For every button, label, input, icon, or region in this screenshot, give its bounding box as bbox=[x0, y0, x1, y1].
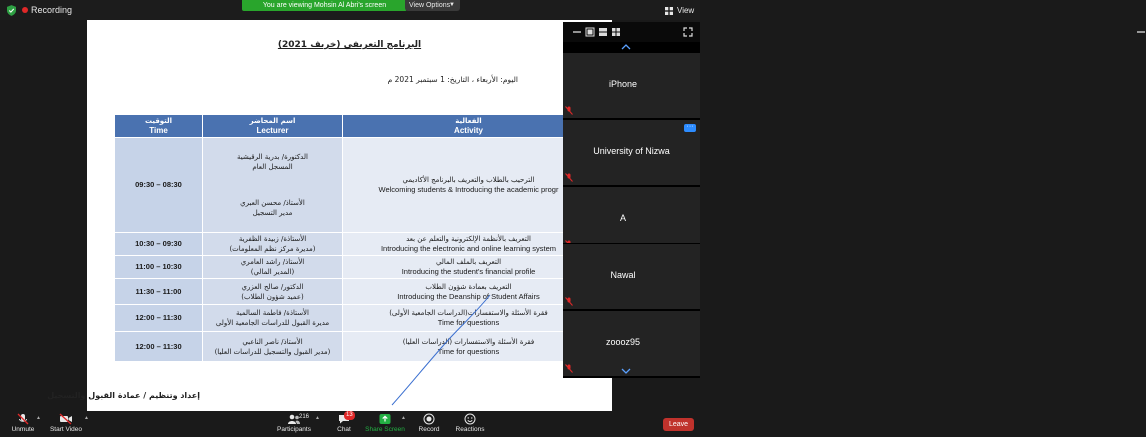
reactions-label: Reactions bbox=[455, 426, 485, 433]
chevron-up-icon[interactable]: ▲ bbox=[401, 415, 406, 421]
participants-count: 216 bbox=[299, 414, 310, 420]
lecturer-cell bbox=[203, 279, 343, 305]
gallery-toolbar bbox=[563, 22, 700, 42]
document-date-line: اليوم: الأربعاء ، التاريخ: 1 سبتمبر 2021 م bbox=[387, 75, 518, 84]
lecturer-cell bbox=[203, 332, 343, 362]
start-video-button[interactable] bbox=[46, 411, 86, 437]
chevron-down-icon: ▼ bbox=[449, 2, 455, 8]
record-button[interactable] bbox=[415, 411, 443, 437]
activity-ar: التعريف بالملف المالي bbox=[435, 258, 502, 266]
unmute-label: Unmute bbox=[11, 426, 35, 433]
document-title-text: البرنامج التعريفي (خريف 2021) bbox=[277, 40, 422, 50]
chat-button[interactable] bbox=[330, 411, 358, 437]
view-options-dropdown[interactable] bbox=[405, 0, 460, 11]
time-cell: 12:00 – 11:30 bbox=[115, 305, 203, 332]
top-bar bbox=[0, 0, 700, 20]
time-cell: 10:30 – 09:30 bbox=[115, 233, 203, 256]
activity-cell bbox=[343, 305, 595, 332]
activity-header-en: Activity bbox=[454, 126, 483, 135]
lecturer-cell bbox=[203, 256, 343, 279]
activity-en: Introducing the student's financial profile bbox=[401, 267, 536, 276]
expand-icon[interactable] bbox=[683, 27, 693, 37]
document-footer: إعداد وتنظيم / عمادة القبول والتسجيل bbox=[47, 391, 200, 400]
lecturer-cell bbox=[203, 233, 343, 256]
activity-ar: التعريف بالأنظمة الإلكترونية والتعلم عن بعد bbox=[406, 235, 531, 243]
activity-header bbox=[343, 115, 595, 138]
minimize-icon[interactable] bbox=[1136, 27, 1146, 37]
lecturer-name: الدكتور/ صالح العزري bbox=[241, 282, 304, 291]
activity-cell bbox=[343, 256, 595, 279]
lecturer-cell bbox=[203, 138, 343, 233]
single-speaker-icon[interactable] bbox=[585, 27, 595, 37]
activity-cell bbox=[343, 138, 595, 233]
participant-gallery bbox=[563, 22, 700, 378]
participant-name: University of Nizwa bbox=[593, 146, 670, 156]
time-cell: 12:00 – 11:30 bbox=[115, 332, 203, 362]
activity-ar: فقرة الأسئلة والاستفسارات(الدراسات الجامعية الأولى) bbox=[389, 309, 548, 317]
lecturer-name: الأستاذة/ فاطمة السالمية bbox=[236, 309, 309, 317]
participants-label: Participants bbox=[277, 426, 311, 433]
table-row bbox=[115, 256, 595, 279]
lecturer-header-ar: اسم المحاضر bbox=[249, 117, 296, 125]
lecturer-name: الأستاذة/ زبيدة الظفرية bbox=[238, 235, 307, 243]
muted-mic-icon bbox=[17, 413, 29, 425]
lecturer-role: (عميد شؤون الطلاب) bbox=[241, 292, 304, 301]
view-button[interactable] bbox=[665, 4, 695, 18]
activity-ar: التعريف بعمادة شؤون الطلاب bbox=[425, 282, 512, 291]
document-title bbox=[87, 40, 612, 50]
activity-header-ar: الفعالية bbox=[455, 117, 482, 125]
meeting-toolbar bbox=[0, 411, 700, 437]
share-screen-button[interactable] bbox=[365, 411, 405, 437]
recording-label: Recording bbox=[31, 5, 73, 15]
activity-cell bbox=[343, 279, 595, 305]
lecturer-role: (المدير المالي) bbox=[250, 268, 295, 276]
participant-tile[interactable] bbox=[563, 119, 700, 185]
share-screen-icon bbox=[379, 413, 391, 425]
smiley-icon bbox=[464, 413, 476, 425]
table-row bbox=[115, 305, 595, 332]
screen-share-banner: You are viewing Mohsin Al Abri's screen bbox=[242, 0, 407, 11]
shield-check-icon[interactable] bbox=[7, 5, 16, 16]
table-row bbox=[115, 233, 595, 256]
record-icon bbox=[423, 413, 435, 425]
activity-en: Introducing the electronic and online learning system bbox=[380, 244, 557, 253]
participants-button[interactable] bbox=[274, 411, 314, 437]
participant-name: iPhone bbox=[608, 79, 638, 89]
shared-screen-document bbox=[47, 20, 612, 411]
schedule-table bbox=[114, 114, 595, 362]
lecturer-header-en: Lecturer bbox=[256, 126, 289, 135]
start-video-label: Start Video bbox=[49, 426, 83, 433]
time-header bbox=[115, 115, 203, 138]
chevron-up-icon[interactable]: ▲ bbox=[315, 415, 320, 421]
time-header-ar: التوقيت bbox=[144, 117, 173, 125]
chat-unread-badge: 13 bbox=[346, 412, 353, 418]
grid-icon bbox=[665, 7, 673, 15]
table-row bbox=[115, 332, 595, 362]
activity-ar: الترحيب بالطلاب والتعريف بالبرنامج الأكاديمي bbox=[402, 176, 535, 184]
chevron-up-icon[interactable]: ▲ bbox=[36, 415, 41, 421]
gallery-strip-icon[interactable] bbox=[598, 27, 608, 37]
chat-label: Chat bbox=[337, 426, 351, 433]
more-options-button[interactable]: ··· bbox=[684, 124, 696, 132]
lecturer-cell bbox=[203, 305, 343, 332]
activity-en: Welcoming students & Introducing the academic progr bbox=[378, 185, 559, 194]
lecturer-role: (مديرة مركز نظم المعلومات) bbox=[229, 245, 316, 253]
table-row bbox=[115, 279, 595, 305]
lecturer-role: المسجل العام bbox=[252, 163, 293, 171]
muted-mic-icon bbox=[565, 173, 573, 182]
participant-name: zoooz95 bbox=[605, 337, 641, 347]
table-row bbox=[115, 138, 595, 233]
lecturer-role: مدير التسجيل bbox=[252, 209, 293, 217]
lecturer-name: الأستاذ/ راشد العامري bbox=[240, 258, 305, 266]
activity-en: Time for questions bbox=[437, 346, 500, 356]
muted-mic-icon bbox=[565, 364, 573, 373]
view-label: View bbox=[677, 6, 695, 15]
muted-mic-icon bbox=[565, 297, 573, 306]
time-cell: 11:30 – 11:00 bbox=[115, 279, 203, 305]
record-label: Record bbox=[418, 426, 440, 433]
lecturer-name: الدكتورة/ بدرية الرقيشية bbox=[237, 153, 308, 161]
lecturer-name: الأستاذ/ ناصر الناعبي bbox=[242, 337, 303, 346]
lecturer-role: (مدير القبول والتسجيل للدراسات العليا) bbox=[214, 347, 331, 356]
activity-cell bbox=[343, 332, 595, 362]
activity-en: Introducing the Deanship of Student Affairs bbox=[397, 291, 540, 301]
lecturer-header bbox=[203, 115, 343, 138]
chevron-up-icon[interactable]: ▲ bbox=[84, 415, 89, 421]
participant-tile[interactable] bbox=[563, 243, 700, 309]
lecturer-name: الأستاذ/ محسن العبري bbox=[240, 199, 305, 207]
share-screen-label: Share Screen bbox=[365, 426, 405, 433]
table-header-row bbox=[115, 115, 595, 138]
chevron-up-icon[interactable] bbox=[619, 43, 633, 51]
lecturer-role: مديرة القبول للدراسات الجامعية الأولى bbox=[215, 319, 330, 327]
time-header-en: Time bbox=[149, 126, 168, 135]
leave-button[interactable]: Leave bbox=[663, 418, 694, 431]
participant-name: A bbox=[619, 213, 626, 223]
recording-dot-icon bbox=[22, 7, 28, 13]
grid-view-icon[interactable] bbox=[611, 27, 621, 37]
unmute-button[interactable] bbox=[6, 411, 40, 437]
activity-en: Time for questions bbox=[437, 318, 500, 327]
chevron-down-icon[interactable] bbox=[619, 367, 633, 375]
view-options-label: View Options bbox=[409, 2, 451, 9]
time-cell: 09:30 – 08:30 bbox=[115, 138, 203, 233]
video-off-icon bbox=[59, 413, 73, 425]
time-cell: 11:00 – 10:30 bbox=[115, 256, 203, 279]
activity-ar: فقرة الأسئلة والاستفسارات (الدراسات العليا) bbox=[402, 337, 535, 346]
activity-cell bbox=[343, 233, 595, 256]
reactions-button[interactable] bbox=[452, 411, 488, 437]
participant-name: Nawal bbox=[610, 270, 636, 280]
muted-mic-icon bbox=[565, 106, 573, 115]
minimize-icon[interactable] bbox=[572, 27, 582, 37]
participant-tile[interactable] bbox=[563, 52, 700, 118]
